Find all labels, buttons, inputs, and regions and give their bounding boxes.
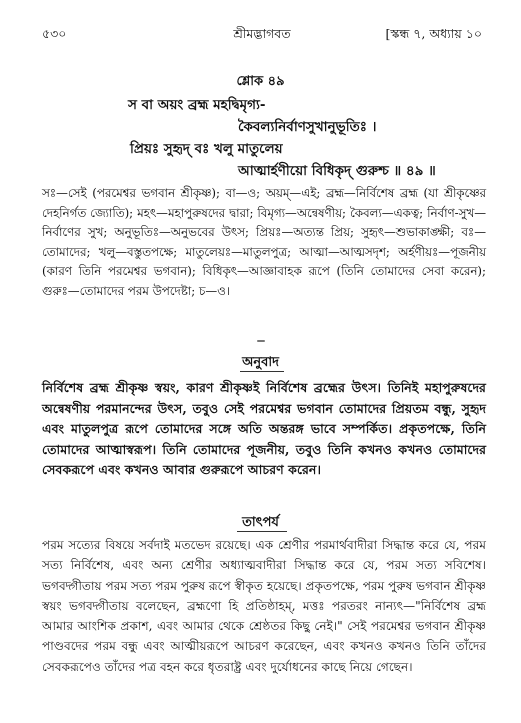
purport-heading-underline bbox=[237, 531, 287, 532]
page-header bbox=[42, 26, 482, 44]
verse-line-3: প্রিয়ঃ সুহৃদ্ বঃ খলু মাতুলেয় bbox=[130, 141, 283, 157]
translation-heading: অনুবাদ bbox=[242, 355, 279, 370]
translation-heading-underline bbox=[240, 371, 284, 372]
page-number: ৫৩০ bbox=[42, 26, 67, 41]
translation-text: নির্বিশেষ ব্রহ্ম শ্রীকৃষ্ণ স্বয়ং, কারণ শ্রীকৃষ্ণই নির্বিশেষ ব্রহ্মের উৎস। তিনিই মহাপুরুষদের অন্বেষণীয় পরমানন্দের উৎস, তবুও সেই পরমেশ্বর ভগবান তোমাদের প্রিয়তম বন্ধু, সুহৃদ এবং মাতুলপুত্র রূপে তোমাদের সঙ্গে অতি অন্তরঙ্গ ভাবে সম্পর্কিত। প্রকৃতপক্ষে, তিনি তোমাদের আত্মাস্বরূপ। তিনি তোমাদের পূজনীয়, তবুও তিনি কখনও কখনও তোমাদের সেবকরূপে এবং কখনও আবার গুরুরূপে আচরণ করেন। bbox=[42, 380, 486, 477]
verse-line-1: স বা অয়ং ব্রহ্ম মহদ্বিমৃগ্য- bbox=[128, 97, 266, 113]
chapter-reference: [স্কন্ধ ৭, অধ্যায় ১০ bbox=[385, 26, 482, 41]
verse-title: শ্লোক ৪৯ bbox=[236, 74, 285, 89]
purport-heading: তাৎপর্য bbox=[242, 515, 279, 530]
book-title: শ্রীমদ্ভাগবত bbox=[233, 26, 291, 41]
divider-mark bbox=[257, 340, 265, 342]
verse-line-4: আত্মার্হণীয়ো বিধিকৃদ্ গুরুশ্চ ॥ ৪৯ ॥ bbox=[238, 163, 436, 179]
word-synonyms: সঃ—সেই (পরমেশ্বর ভগবান শ্রীকৃষ্ণ); বা—ও; অয়ম্—এই; ব্রহ্ম—নির্বিশেষ ব্রহ্ম (যা শ্রীকৃষ্ণের দেহনির্গত জ্যোতি); মহৎ—মহাপুরুষদের দ্বারা; বিমৃগ্য—অন্বেষণীয়; কৈবল্য—একত্ব; নির্বাণ-সুখ—নির্বাণের সুখ; অনুভূতিঃ—অনুভবের উৎস; প্রিয়ঃ—অত্যন্ত প্রিয়; সুহৃৎ—শুভাকাঙ্ক্ষী; বঃ—তোমাদের; খলু—বস্তুতপক্ষে; মাতুলেয়ঃ—মাতুলপুত্র; আত্মা—আত্মসদৃশ; অর্হণীয়ঃ—পূজনীয় (কারণ তিনি পরমেশ্বর ভগবান); বিধিকৃৎ—আজ্ঞাবাহক রূপে (তিনি তোমাদের সেবা করেন); গুরুঃ—তোমাদের পরম উপদেষ্টা; চ—ও। bbox=[42, 186, 486, 298]
verse-line-2: কৈবল্যনির্বাণসুখানুভূতিঃ । bbox=[238, 119, 377, 135]
purport-text: পরম সত্যের বিষয়ে সর্বদাই মতভেদ রয়েছে। এক শ্রেণীর পরমার্থবাদীরা সিদ্ধান্ত করে যে, পরম সত্য নির্বিশেষ, এবং অন্য শ্রেণীর অধ্যাত্মবাদীরা সিদ্ধান্ত করে যে, পরম সত্য সবিশেষ। ভগবদ্গীতায় পরম সত্য পরম পুরুষ রূপে স্বীকৃত হয়েছে। প্রকৃতপক্ষে, পরম পুরুষ ভগবান শ্রীকৃষ্ণ স্বয়ং ভগবদ্গীতায় বলেছেন, ব্রহ্মণো হি প্রতিষ্ঠাহম্, মত্তঃ পরতরং নান্যৎ—"নির্বিশেষ ব্রহ্ম আমার আংশিক প্রকাশ, এবং আমার থেকে শ্রেষ্ঠতর কিছু নেই।" সেই পরমেশ্বর ভগবান শ্রীকৃষ্ণ পাণ্ডবদের পরম বন্ধু এবং আত্মীয়রূপে আচরণ করেছেন, এবং কখনও কখনও তিনি তাঁদের সেবকরূপেও তাঁদের পত্র বহন করে ধৃতরাষ্ট্র এবং দুর্যোধনের কাছে নিয়ে গেছেন। bbox=[42, 538, 486, 674]
